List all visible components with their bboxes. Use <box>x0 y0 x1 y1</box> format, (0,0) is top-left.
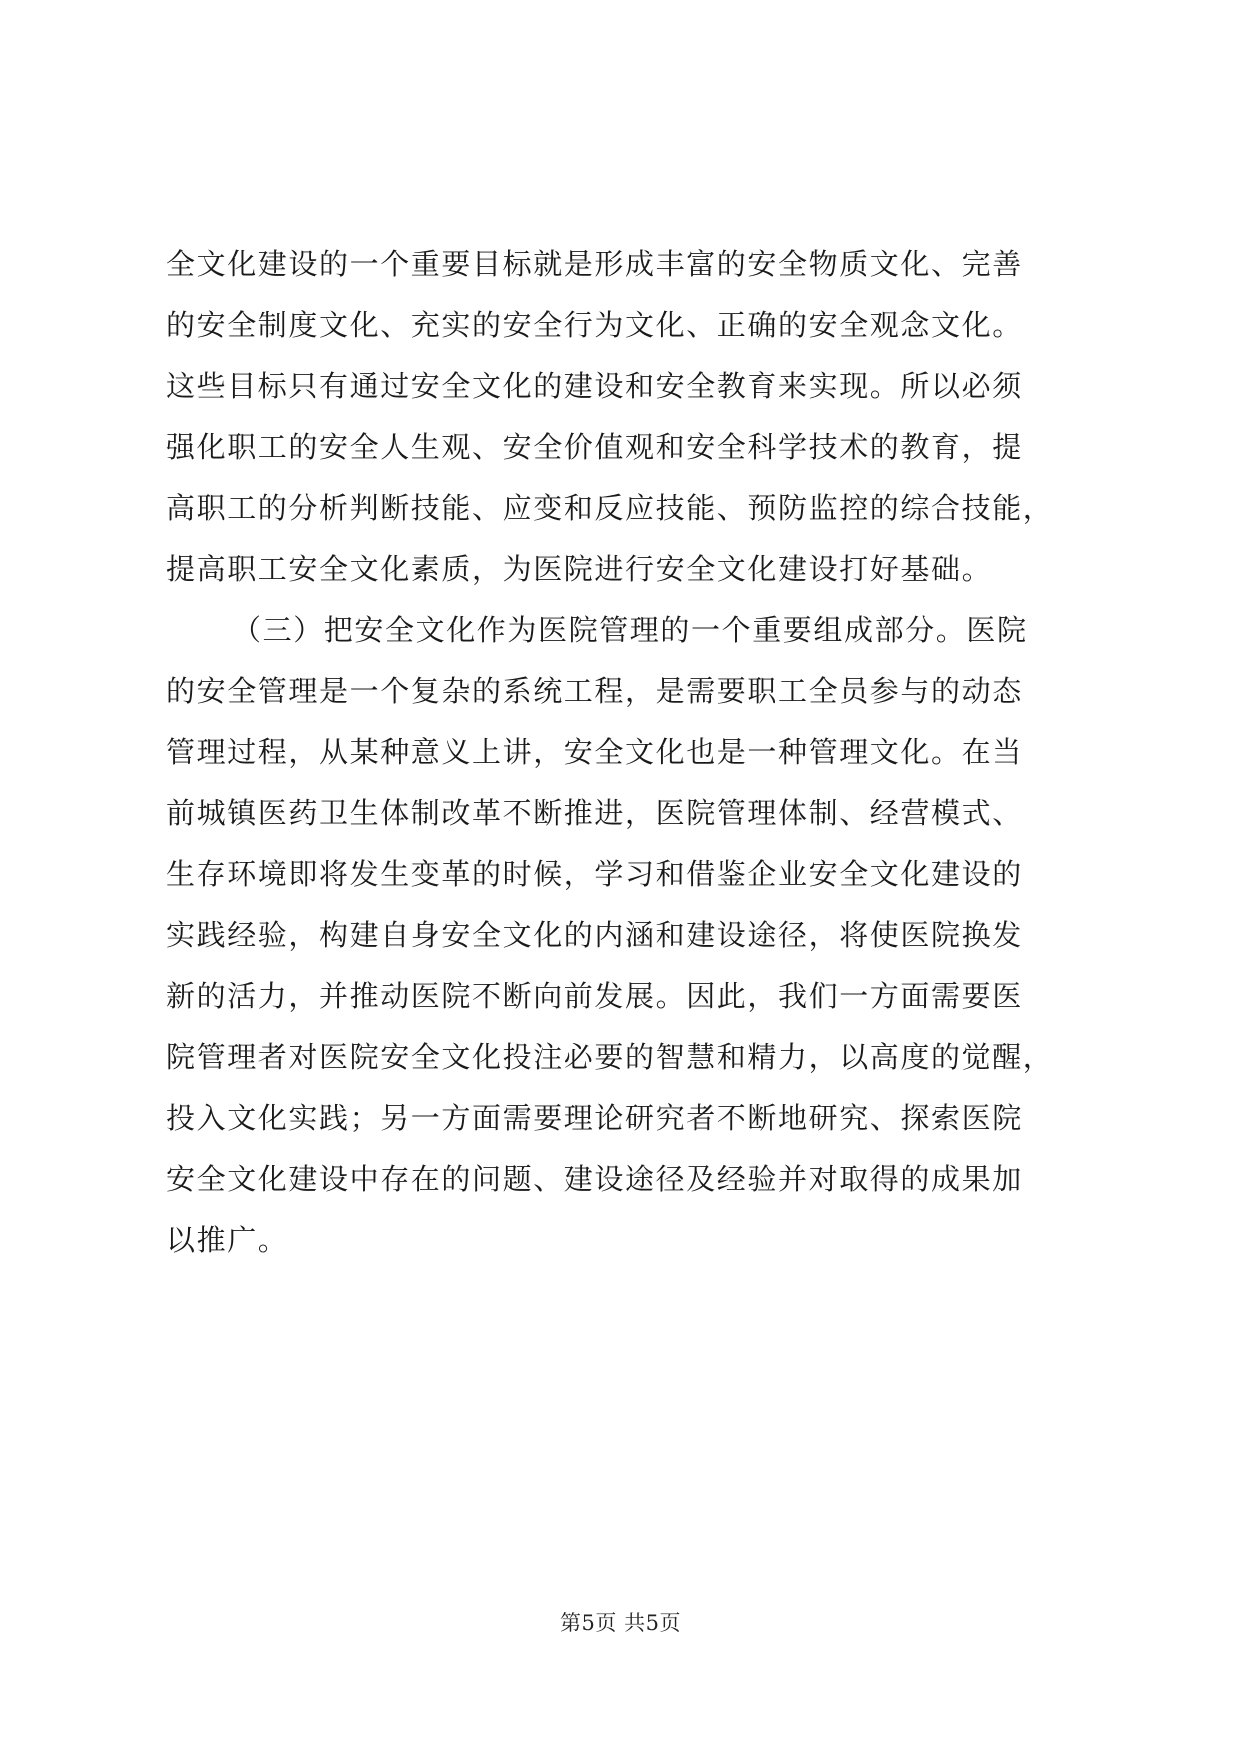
text-line: 的安全管理是一个复杂的系统工程，是需要职工全员参与的动态 <box>166 674 1023 708</box>
text-line: 投入文化实践；另一方面需要理论研究者不断地研究、探索医院 <box>166 1101 1023 1135</box>
text-line: 前城镇医药卫生体制改革不断推进，医院管理体制、经营模式、 <box>166 796 1023 830</box>
text-line: 院管理者对医院安全文化投注必要的智慧和精力，以高度的觉醒， <box>166 1040 1054 1074</box>
page-number-footer: 第5页 共5页 <box>560 1611 681 1635</box>
text-line: 这些目标只有通过安全文化的建设和安全教育来实现。所以必须 <box>166 369 1023 403</box>
text-line: 实践经验，构建自身安全文化的内涵和建设途径，将使医院换发 <box>166 918 1023 952</box>
text-line: 提高职工安全文化素质，为医院进行安全文化建设打好基础。 <box>166 552 993 586</box>
text-line: 新的活力，并推动医院不断向前发展。因此，我们一方面需要医 <box>166 979 1023 1013</box>
section-heading-line: （三）把安全文化作为医院管理的一个重要组成部分。医院 <box>232 613 1028 647</box>
text-line: 安全文化建设中存在的问题、建设途径及经验并对取得的成果加 <box>166 1162 1023 1196</box>
text-line: 全文化建设的一个重要目标就是形成丰富的安全物质文化、完善 <box>166 247 1023 281</box>
text-line: 的安全制度文化、充实的安全行为文化、正确的安全观念文化。 <box>166 308 1023 342</box>
text-line: 以推广。 <box>166 1223 289 1257</box>
text-line: 强化职工的安全人生观、安全价值观和安全科学技术的教育，提 <box>166 430 1023 464</box>
text-line: 高职工的分析判断技能、应变和反应技能、预防监控的综合技能， <box>166 491 1054 525</box>
text-line: 生存环境即将发生变革的时候，学习和借鉴企业安全文化建设的 <box>166 857 1023 891</box>
document-body <box>166 234 1076 1271</box>
text-line: 管理过程，从某种意义上讲，安全文化也是一种管理文化。在当 <box>166 735 1023 769</box>
